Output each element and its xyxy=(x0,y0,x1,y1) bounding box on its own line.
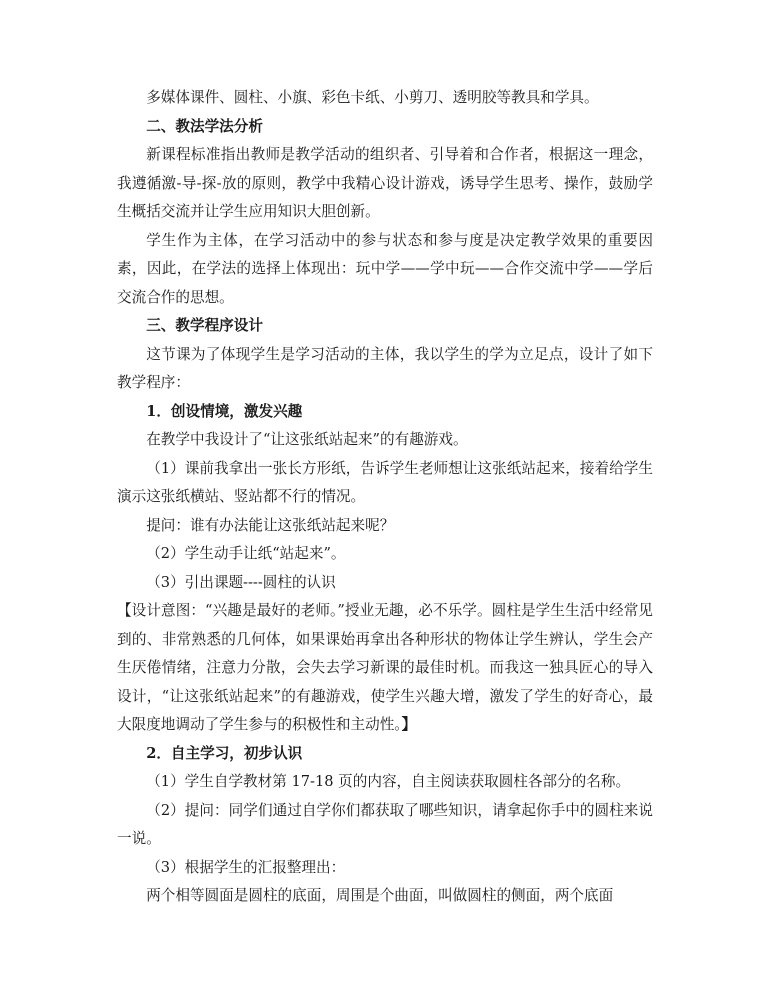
step-1-paragraph: （1）课前我拿出一张长方形纸，告诉学生老师想让这张纸站起来，接着给学生演示这张纸横站、竖站都不行的情况。 xyxy=(117,459,653,505)
design-intent-text: 【设计意图：“兴趣是最好的老师。”授业无趣，必不乐学。圆柱是学生生活中经常见到的、非常熟悉的几何体，如果课始再拿出各种形状的物体让学生辨认，学生会产生厌倦情绪，注意力分散，会失去学习新课的最佳时机。而我这一独具匠心的导入设计，“让这张纸站起来”的有趣游戏，使学生兴趣大增，激发了学生的好奇心，最大限度地调动了学生参与的积极性和主动性。 xyxy=(117,602,653,733)
section-heading-methods: 二、教法学法分析 xyxy=(146,117,263,135)
section-heading-procedure: 三、教学程序设计 xyxy=(146,317,263,334)
procedure-intro-paragraph: 这节课为了体现学生是学习活动的主体，我以学生的学为立足点，设计了如下教学程序： xyxy=(117,345,653,391)
document-body xyxy=(117,84,653,911)
step-2-paragraph: （2）学生动手让纸“站起来”。 xyxy=(146,545,346,562)
design-intent-close-bracket: 】 xyxy=(401,716,417,733)
self-study-step-3: （3）根据学生的汇报整理出： xyxy=(146,858,346,876)
cylinder-parts-paragraph: 两个相等圆面是圆柱的底面，周围是个曲面，叫做圆柱的侧面，两个底面 xyxy=(146,887,614,904)
question-paragraph: 提问：谁有办法能让这张纸站起来呢？ xyxy=(146,516,395,534)
subheading-self-study: 2．自主学习，初步认识 xyxy=(146,744,303,762)
teaching-method-paragraph: 新课程标准指出教师是教学活动的组织者、引导着和合作者，根据这一理念，我遵循激-导-探-放的原则，教学中我精心设计游戏，诱导学生思考、操作，鼓励学生概括交流并让学生应用知识大胆创新。 xyxy=(117,146,653,220)
self-study-step-1: （1）学生自学教材第 17-18 页的内容，自主阅读获取圆柱各部分的名称。 xyxy=(146,773,631,790)
game-paragraph: 在教学中我设计了“让这张纸站起来”的有趣游戏。 xyxy=(146,431,468,448)
materials-paragraph: 多媒体课件、圆柱、小旗、彩色卡纸、小剪刀、透明胶等教具和学具。 xyxy=(146,89,599,106)
step-3-paragraph: （3）引出课题----圆柱的认识 xyxy=(146,573,336,591)
self-study-step-2: （2）提问：同学们通过自学你们都获取了哪些知识，请拿起你手中的圆柱来说一说。 xyxy=(117,801,653,847)
learning-method-paragraph: 学生作为主体，在学习活动中的参与状态和参与度是决定教学效果的重要因素，因此，在学法的选择上体现出：玩中学——学中玩——合作交流中学——学后交流合作的思想。 xyxy=(117,231,653,306)
subheading-situation: 1．创设情境，激发兴趣 xyxy=(146,402,303,420)
design-intent-paragraph xyxy=(117,597,653,740)
